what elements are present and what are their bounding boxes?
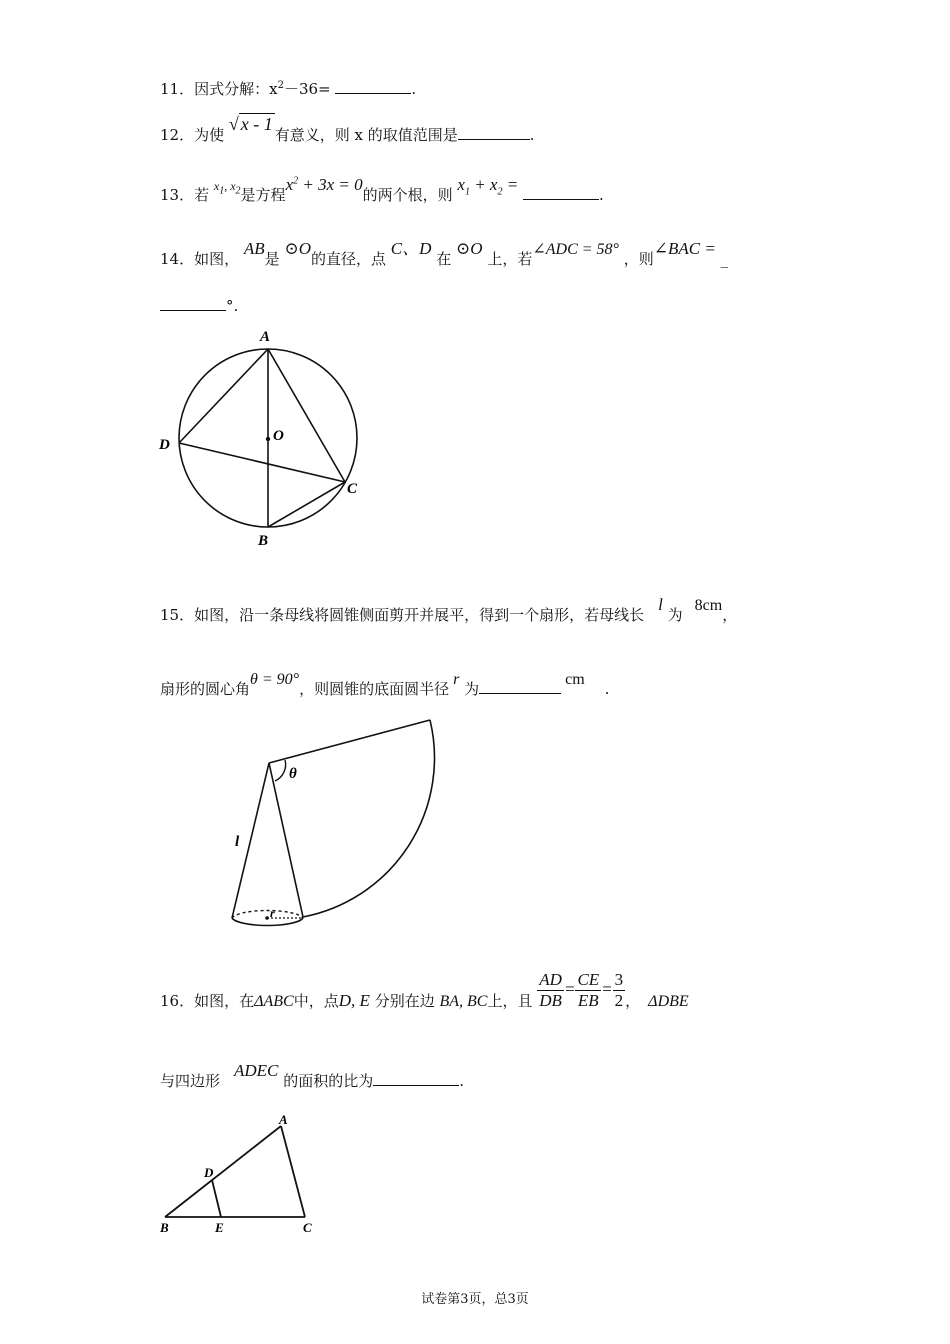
q12-pre: 为使 xyxy=(194,126,225,144)
q15-line1: 如图，沿一条母线将圆锥侧面剪开并展平，得到一个扇形，若母线长 xyxy=(194,606,645,624)
fig16-label-c: C xyxy=(303,1220,312,1235)
q11-expr-base: x xyxy=(269,80,278,98)
q15-l: l xyxy=(658,595,663,614)
fig15-angle-arc xyxy=(275,760,286,781)
q15-wei2: 为 xyxy=(464,680,480,698)
q13-eq-rest: + 3x = 0 xyxy=(298,175,363,194)
q16-answer-blank[interactable] xyxy=(373,1071,459,1086)
q15-wei: 为 xyxy=(667,606,683,624)
q16-frac1-den: DB xyxy=(539,991,562,1010)
q16-comma: ， xyxy=(625,991,641,1010)
q14-circle: ⊙O xyxy=(284,239,311,258)
figure-14-circle xyxy=(150,325,370,555)
q16-line2a: 与四边形 xyxy=(160,1072,221,1090)
question-11 xyxy=(160,78,416,99)
q15-unit: cm xyxy=(565,671,585,688)
fig15-cone-right xyxy=(269,763,303,917)
q16-eq2: = xyxy=(601,979,613,999)
page-footer: 试卷第3页，总3页 xyxy=(421,1292,529,1307)
q15-number: 15． xyxy=(160,606,195,624)
q16-line2b: 的面积的比为 xyxy=(283,1072,374,1090)
q15-answer-blank[interactable] xyxy=(479,679,561,694)
q13-answer-blank[interactable] xyxy=(523,185,599,200)
q13-post: 的两个根，则 xyxy=(362,186,453,204)
q16-mid3: 上，且 xyxy=(487,991,533,1010)
q14-is: 是 xyxy=(264,250,280,268)
fig14-label-b: B xyxy=(258,533,269,549)
q16-dbe: ΔDBE xyxy=(648,992,689,1010)
q13-pre: 若 xyxy=(194,186,210,204)
q15-comma: ， xyxy=(722,606,738,624)
q14-end: °. xyxy=(226,297,239,315)
q12-number: 12． xyxy=(160,126,195,144)
fig14-line-bc xyxy=(268,482,345,527)
q14-answer-blank[interactable] xyxy=(160,296,226,311)
fig14-label-a: A xyxy=(260,329,271,345)
q14-number: 14． xyxy=(160,250,195,268)
q13-equation xyxy=(286,175,363,194)
question-14 xyxy=(160,239,729,269)
fig16-side-ba xyxy=(165,1126,281,1217)
q16-end: . xyxy=(459,1072,464,1090)
q11-expr-exp: 2 xyxy=(277,80,284,91)
q14-cd: C、D xyxy=(390,239,432,258)
q11-end: . xyxy=(411,80,417,98)
q13-number: 13． xyxy=(160,186,195,204)
q15-len: 8cm xyxy=(694,597,723,614)
q16-frac3-den: 2 xyxy=(614,991,624,1010)
q14-then: ，则 xyxy=(623,250,654,268)
question-14-cont xyxy=(160,296,238,315)
fig16-label-e: E xyxy=(215,1220,224,1235)
q12-end: . xyxy=(529,126,535,144)
question-15 xyxy=(160,595,738,625)
q12-radicand: x - 1 xyxy=(240,114,273,134)
q16-number: 16． xyxy=(160,991,195,1010)
q13-eq-base: x xyxy=(285,175,294,194)
q13-sum-a: x xyxy=(457,175,465,194)
question-16-cont xyxy=(160,1061,464,1091)
question-13 xyxy=(160,175,604,207)
fig16-label-d: D xyxy=(204,1165,214,1180)
q14-ab: AB xyxy=(243,239,265,258)
q16-de: D, E xyxy=(338,990,370,1010)
q15-line2a: 扇形的圆心角 xyxy=(160,680,251,698)
fig14-center-dot xyxy=(266,437,270,441)
fig14-label-d: D xyxy=(159,437,170,453)
q13-mid: 是方程 xyxy=(240,186,286,204)
q13-sum xyxy=(457,175,519,198)
q14-diam: 的直径，点 xyxy=(311,250,387,268)
q16-eq1: = xyxy=(563,979,576,999)
figure-15-cone xyxy=(225,715,465,945)
fig15-label-l: l xyxy=(235,834,240,850)
question-16 xyxy=(160,970,689,1018)
figure-16-triangle xyxy=(155,1110,335,1240)
q15-end: . xyxy=(604,680,610,698)
q13-sum-sub2: 2 xyxy=(497,186,503,198)
q16-sides: BA, BC xyxy=(439,992,488,1010)
q13-sum-eq: = xyxy=(502,175,519,194)
fig15-label-theta: θ xyxy=(289,766,297,782)
q15-r: r xyxy=(453,671,460,688)
q16-pre: 如图，在 xyxy=(194,991,255,1010)
q13-sum-sub1: 1 xyxy=(464,186,470,198)
fig14-line-ad xyxy=(179,349,268,443)
q11-answer-blank[interactable] xyxy=(335,79,411,94)
q14-upon: 上，若 xyxy=(487,250,533,268)
q14-tail: _ xyxy=(720,250,729,268)
fig14-line-ac xyxy=(268,349,345,482)
q16-frac2-num: CE xyxy=(577,970,600,989)
fig15-sector-arc xyxy=(303,720,434,917)
fig15-base-center xyxy=(265,916,269,920)
q14-circle2: ⊙O xyxy=(456,239,483,258)
q12-sqrt: √ x - 1 xyxy=(228,114,273,134)
q14-on: 在 xyxy=(436,250,452,268)
q16-frac2-den: EB xyxy=(577,991,599,1010)
q13-roots-sep: , x xyxy=(224,179,236,193)
question-12 xyxy=(160,114,535,145)
q13-roots-sub2: 2 xyxy=(235,185,241,197)
fig16-segment-de xyxy=(212,1180,221,1217)
fig16-label-a: A xyxy=(279,1112,288,1127)
fig14-label-c: C xyxy=(347,481,358,497)
q15-line2b: ，则圆锥的底面圆半径 xyxy=(299,680,450,698)
q13-eq-exp: 2 xyxy=(293,175,299,187)
q13-roots-x: x xyxy=(213,179,220,193)
q11-expr-rest: －36= xyxy=(283,80,331,98)
fig16-side-ac xyxy=(281,1126,305,1217)
q15-theta: θ = 90° xyxy=(250,671,300,688)
q16-mid2: 分别在边 xyxy=(374,991,435,1010)
q16-frac-ad-db xyxy=(537,970,564,1011)
fig15-sector-edge-top xyxy=(269,720,430,763)
q14-ask: ∠BAC = xyxy=(653,239,716,258)
q12-answer-blank[interactable] xyxy=(458,125,530,140)
q13-roots xyxy=(213,179,241,197)
q16-tri: ΔABC xyxy=(254,992,294,1010)
q11-number: 11． xyxy=(160,80,195,98)
fig15-label-r: r xyxy=(270,906,275,920)
q16-mid1: 中，点 xyxy=(293,991,339,1010)
q12-post: 有意义，则 x 的取值范围是 xyxy=(274,126,458,144)
q14-angle: ∠ADC = 58° xyxy=(532,241,619,258)
q16-frac3-num: 3 xyxy=(614,970,624,989)
q16-frac-3-2 xyxy=(613,970,626,1011)
q14-pre: 如图， xyxy=(194,250,240,268)
fig14-line-dc xyxy=(179,443,345,482)
fig14-label-o: O xyxy=(273,428,284,444)
q13-end: . xyxy=(599,186,604,204)
q16-frac-ce-eb xyxy=(575,970,601,1011)
question-15-cont xyxy=(160,671,610,699)
q16-frac1-num: AD xyxy=(539,970,562,989)
q16-adec: ADEC xyxy=(234,1061,279,1080)
q11-text: 因式分解： xyxy=(194,80,270,98)
q13-roots-sub1: 1 xyxy=(219,185,225,197)
q13-sum-op: + x xyxy=(469,175,498,194)
fig16-label-b: B xyxy=(160,1220,169,1235)
